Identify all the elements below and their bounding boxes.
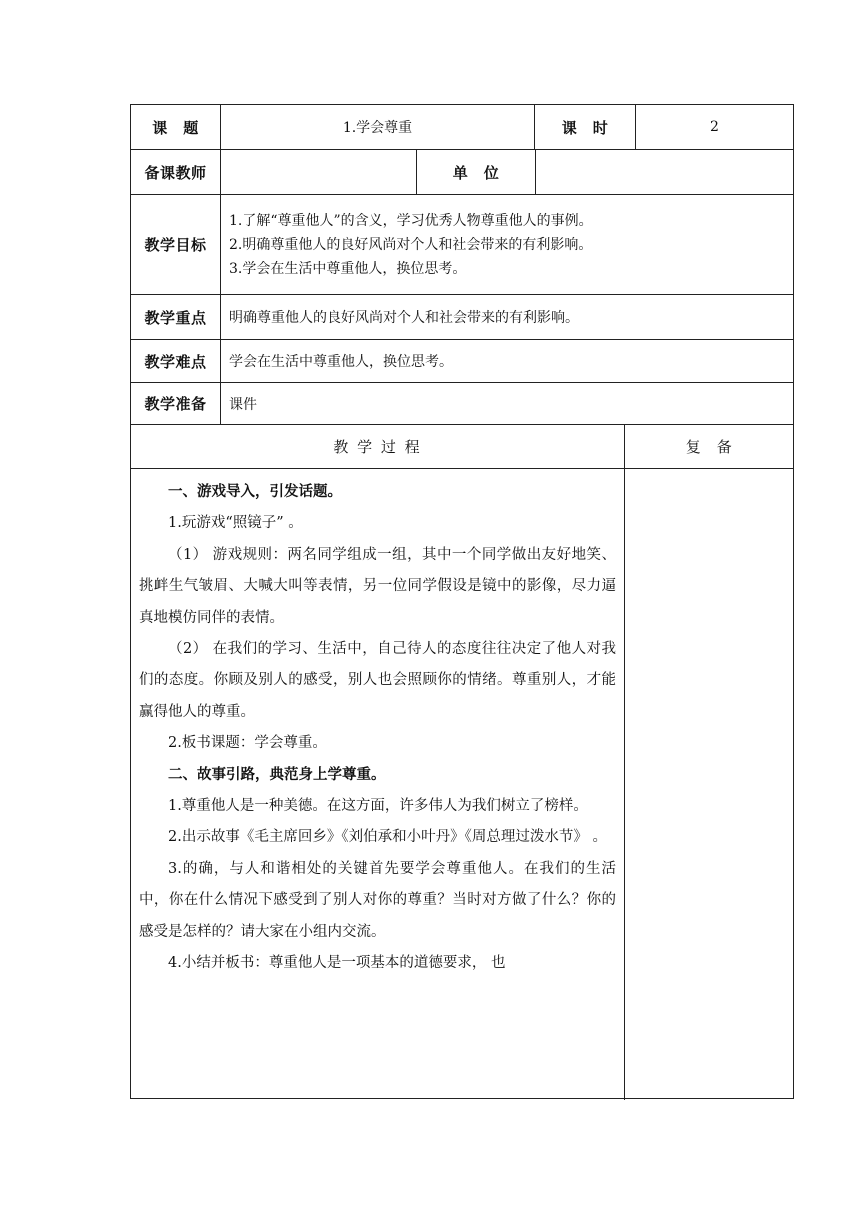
paragraph: （2） 在我们的学习、生活中，自己待人的态度往往决定了他人对我们的态度。你顾及别人的感受，别人也会照顾你的情绪。尊重别人，才能赢得他人的尊重。 [139,641,616,720]
paragraph: 1.尊重他人是一种美德。在这方面，许多伟人为我们树立了榜样。 [168,798,588,815]
unit-label: 单 位 [417,150,536,195]
paragraph: 1.玩游戏“照镜子” 。 [168,515,303,532]
process-header: 教 学 过 程 [131,425,625,469]
section-heading: 二、故事引路，典范身上学尊重。 [168,766,386,783]
difficulty-label: 教学难点 [131,340,221,383]
paragraph: 2.板书课题：学会尊重。 [168,735,327,752]
process-content [131,469,625,1100]
focus-label: 教学重点 [131,295,221,340]
focus-value: 明确尊重他人的良好风尚对个人和社会带来的有利影响。 [221,295,793,340]
paragraph: 4.小结并板书：尊重他人是一项基本的道德要求， 也 [168,955,506,972]
goals-list [221,195,793,295]
topic-label: 课 题 [131,105,221,150]
review-header: 复 备 [625,425,793,469]
paragraph: 3.的确，与人和谐相处的关键首先要学会尊重他人。在我们的生活中，你在什么情况下感受到了别人对你的尊重？当时对方做了什么？你的感受是怎样的？请大家在小组内交流。 [139,860,616,940]
section-heading: 一、游戏导入，引发话题。 [168,484,342,500]
goals-label: 教学目标 [131,195,221,295]
lesson-plan-table [130,104,794,1099]
prep-value: 课件 [221,383,793,425]
prep-label: 教学准备 [131,383,221,425]
unit-value [536,150,793,195]
goal-item: 1.了解“尊重他人”的含义，学习优秀人物尊重他人的事例。 [229,212,593,229]
review-column [625,469,793,1100]
hours-value: 2 [636,105,793,150]
teacher-label: 备课教师 [131,150,221,195]
goal-item: 3.学会在生活中尊重他人，换位思考。 [229,260,467,277]
teacher-value [221,150,417,195]
paragraph: 2.出示故事《毛主席回乡》《刘伯承和小叶丹》《周总理过泼水节》 。 [168,829,607,846]
difficulty-value: 学会在生活中尊重他人，换位思考。 [221,340,793,383]
goal-item: 2.明确尊重他人的良好风尚对个人和社会带来的有利影响。 [229,236,593,253]
paragraph: （1） 游戏规则：两名同学组成一组，其中一个同学做出友好地笑、挑衅生气皱眉、大喊大叫等表情，另一位同学假设是镜中的影像，尽力逼真地模仿同伴的表情。 [139,546,616,626]
hours-label: 课 时 [535,105,636,150]
topic-value: 1.学会尊重 [221,105,535,150]
